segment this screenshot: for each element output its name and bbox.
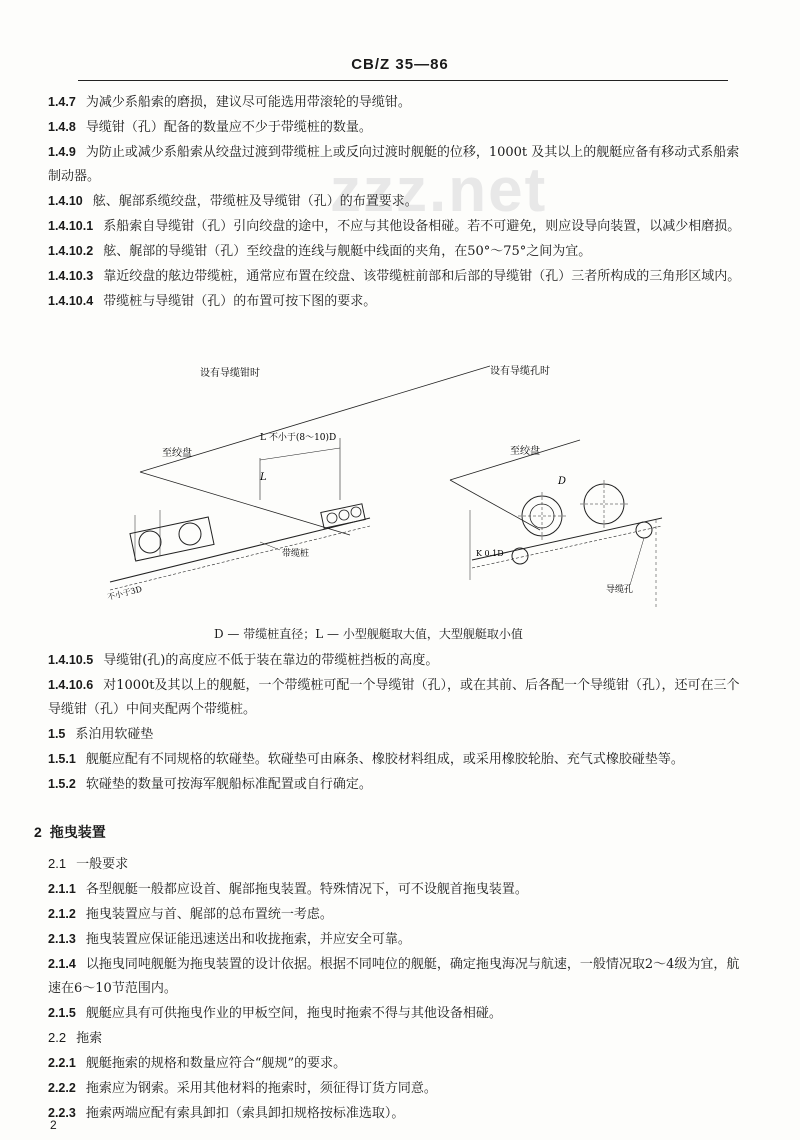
left-edge-label: 不小于3D [106, 584, 143, 602]
left-chock [321, 504, 365, 528]
section-1-5-heading: 1.5 系泊用软碰垫 [48, 727, 154, 742]
chock-label: 导缆孔 [606, 585, 634, 595]
clause-1-4-10-3: 1.4.10.3 靠近绞盘的舷边带缆桩，通常应布置在绞盘、该带缆桩前部和后部的导缆钳（孔）三者所构成的三角形区域内。 [48, 269, 741, 284]
clause-1-4-10-1: 1.4.10.1 系船索自导缆钳（孔）引向绞盘的途中，不应与其他设备相碰。若不可避免，则应设导向装置，以减少相磨损。 [48, 219, 741, 234]
right-capstan-label: 至绞盘 [510, 446, 540, 457]
chock-leader [630, 538, 644, 585]
clause-2-2-1: 2.2.1 舰艇拖索的规格和数量应符合“舰规”的要求。 [48, 1056, 347, 1071]
clause-1-5-2: 1.5.2 软碰垫的数量可按海军舰船标准配置或自行确定。 [48, 777, 372, 792]
right-bitt-2 [580, 480, 628, 528]
clause-1-4-10-4: 1.4.10.4 带缆桩与导缆钳（孔）的布置可按下图的要求。 [48, 294, 377, 309]
clause-2-2-3: 2.2.3 拖索两端应配有索具卸扣（索具卸扣规格按标准选取）。 [48, 1106, 405, 1121]
left-figure-title: 设有导缆钳时 [200, 368, 260, 379]
page-number: 2 [50, 1118, 57, 1132]
right-edge-label: K 0.1D [476, 549, 504, 558]
clause-2-1-1: 2.1.1 各型舰艇一般都应设首、艉部拖曳装置。特殊情况下，可不设舰首拖曳装置。 [48, 882, 528, 897]
clause-1-4-10: 1.4.10 舷、艉部系缆绞盘，带缆桩及导缆钳（孔）的布置要求。 [48, 194, 418, 209]
D-label: D [558, 476, 567, 487]
clause-1-5-1: 1.5.1 舰艇应配有不同规格的软碰垫。软碰垫可由麻条、橡胶材料组成，或采用橡胶轮胎、充气式橡胶碰垫等。 [48, 752, 684, 767]
bitt-leader [260, 542, 280, 550]
left-bitt [130, 517, 214, 561]
figure-drawing [106, 360, 670, 630]
left-deck-edge [110, 518, 370, 582]
page-header: CB/Z 35—86 [351, 56, 449, 73]
clause-1-4-8: 1.4.8 导缆钳（孔）配备的数量应不少于带缆桩的数量。 [48, 120, 372, 135]
clause-1-4-10-6: 1.4.10.6 对1000t及其以上的舰艇，一个带缆桩可配一个导缆钳（孔），或在其前、后各配一个导缆钳（孔），还可在三个导缆钳（孔）中间夹配两个带缆桩。 [48, 678, 740, 717]
dim-line [260, 448, 340, 460]
left-capstan-label: 至绞盘 [162, 448, 192, 459]
L-label: L [260, 472, 267, 483]
clause-1-4-7: 1.4.7 为减少系船索的磨损，建议尽可能选用带滚轮的导缆钳。 [48, 95, 411, 110]
section-2-heading: 2 拖曳装置 [34, 824, 106, 841]
clause-2-2-2: 2.2.2 拖索应为钢索。采用其他材料的拖索时，须征得订货方同意。 [48, 1081, 437, 1096]
bitt-chock-layout-figure [106, 360, 670, 640]
clause-2-1-5: 2.1.5 舰艇应具有可供拖曳作业的甲板空间，拖曳时拖索不得与其他设备相碰。 [48, 1006, 502, 1021]
bitt-label: 带缆桩 [282, 549, 310, 559]
right-rope-line [450, 480, 540, 530]
watermark: zzz.net [330, 156, 548, 225]
section-2-heading-block [34, 820, 752, 845]
clause-1-4-10-2: 1.4.10.2 舷、艉部的导缆钳（孔）至绞盘的连线与舰艇中线面的夹角，在50°～75°之间为宜。 [48, 244, 592, 259]
section-2-1-heading: 2.1 一般要求 [48, 856, 129, 872]
left-capstan-line [140, 366, 490, 472]
right-figure-title: 设有导缆孔时 [490, 366, 550, 377]
left-rope-line [140, 472, 350, 535]
clause-1-4-10-5: 1.4.10.5 导缆钳(孔)的高度应不低于装在靠边的带缆桩挡板的高度。 [48, 653, 439, 668]
section-1-4-block [48, 90, 752, 314]
clause-2-1-3: 2.1.3 拖曳装置应保证能迅速送出和收拢拖索，并应安全可靠。 [48, 932, 411, 947]
clause-1-4-9: 1.4.9 为防止或减少系船索从绞盘过渡到带缆桩上或反向过渡时舰艇的位移，1000t 及其以上的舰艇应备有移动式系船索制动器。 [48, 145, 740, 184]
figure-caption: D — 带缆桩直径；L — 小型舰艇取大值，大型舰艇取小值 [214, 627, 523, 641]
right-chock-holes [512, 522, 652, 564]
section-2-block [48, 852, 752, 1126]
clause-2-1-2: 2.1.2 拖曳装置应与首、艉部的总布置统一考虑。 [48, 907, 333, 922]
clause-2-1-4: 2.1.4 以拖曳同吨舰艇为拖曳装置的设计依据。根据不同吨位的舰艇，确定拖曳海况与航速，一般情况取2～4级为宜，航速在6～10节范围内。 [48, 957, 740, 996]
section-1-4-10-5-block [48, 648, 752, 797]
section-2-2-heading: 2.2 拖索 [48, 1030, 103, 1046]
right-bitt-1 [518, 492, 566, 540]
dimension-label: L 不小于(8～10)D [260, 433, 337, 443]
header-rule [78, 80, 728, 81]
right-deck-edge-dashed [472, 526, 662, 568]
